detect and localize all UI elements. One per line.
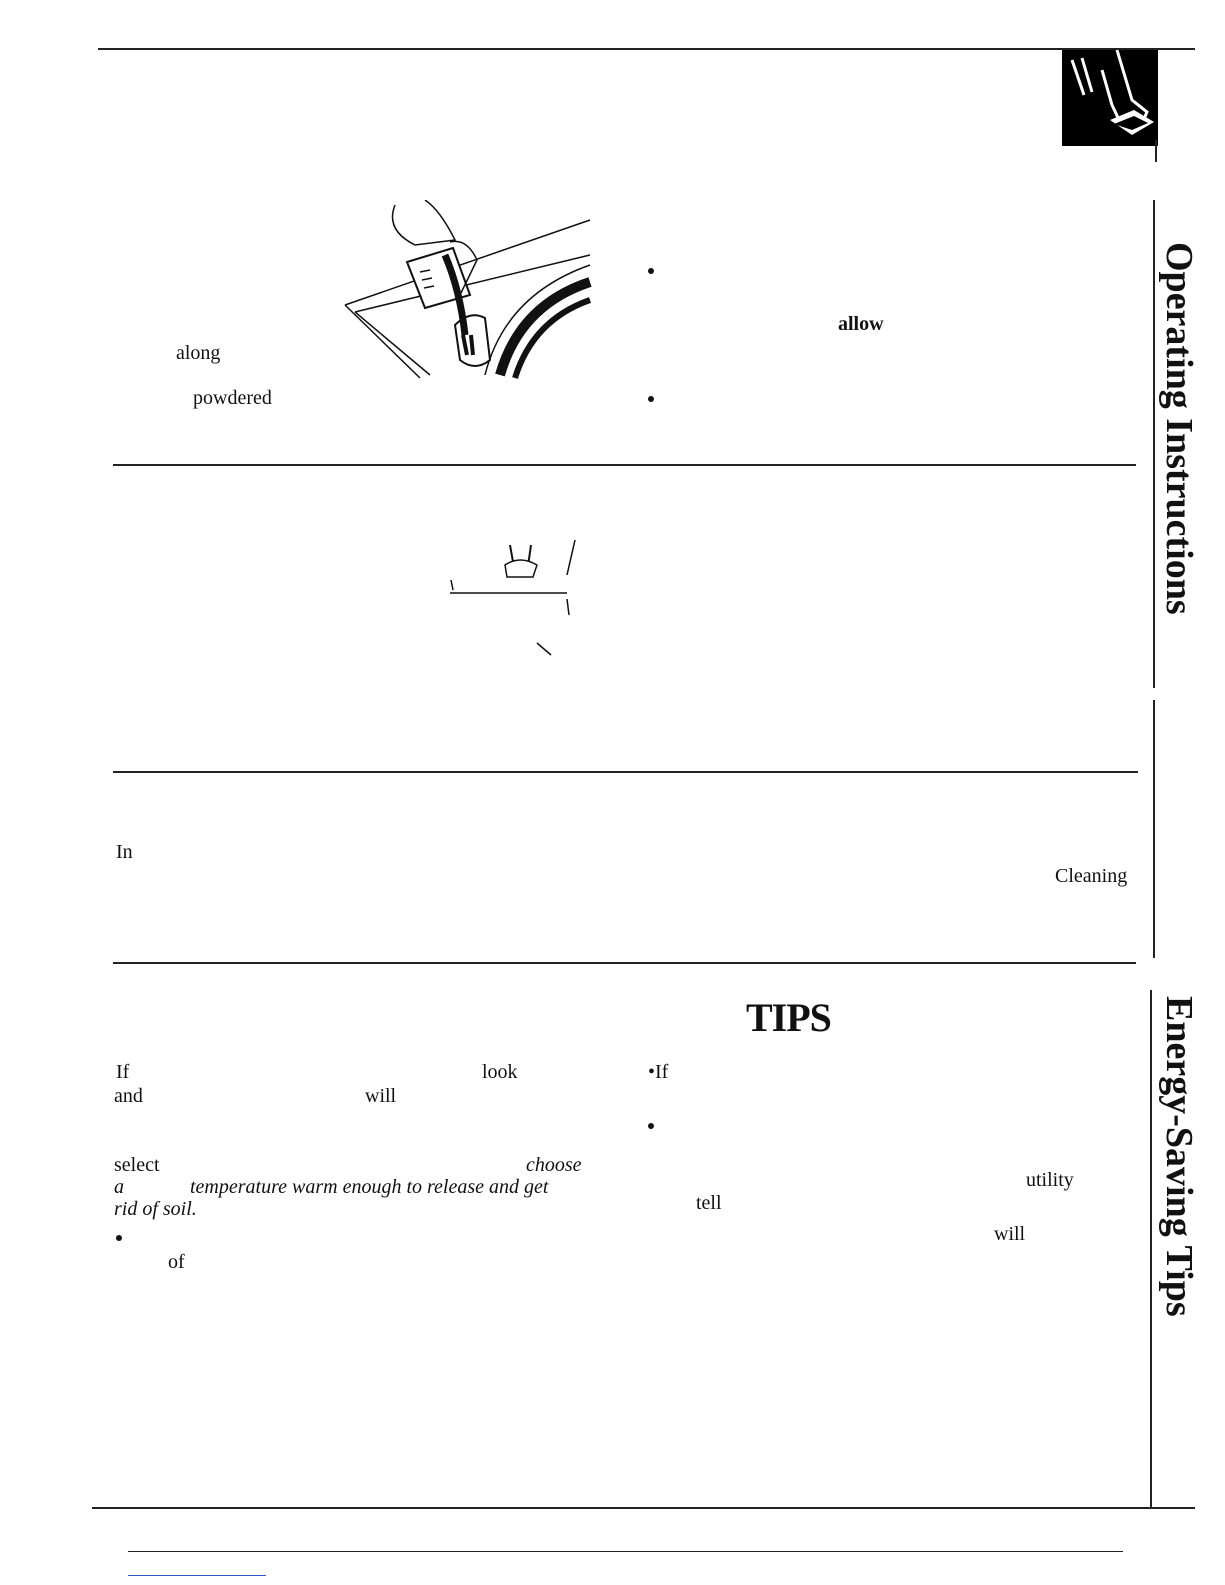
hand-pressing-button-icon bbox=[1062, 50, 1158, 146]
pouring-detergent-illustration bbox=[335, 200, 595, 385]
divider-1 bbox=[113, 464, 1136, 466]
corner-tick bbox=[1155, 140, 1157, 162]
tips-right-tell: tell bbox=[696, 1192, 722, 1214]
tips-left-will: will bbox=[365, 1085, 397, 1107]
footer-rule bbox=[128, 1551, 1123, 1552]
tips-right-will: will bbox=[994, 1223, 1026, 1245]
section3-word-in: In bbox=[116, 841, 133, 863]
tips-left-select: select bbox=[114, 1154, 160, 1176]
section1-bullet-1 bbox=[648, 268, 654, 274]
tips-right-utility: utility bbox=[1026, 1169, 1074, 1191]
tips-left-look: look bbox=[482, 1061, 518, 1083]
section1-bullet-2 bbox=[648, 396, 654, 402]
tips-heading: TIPS bbox=[746, 995, 831, 1040]
tips-right-bullet bbox=[648, 1123, 654, 1129]
top-rule bbox=[98, 48, 1195, 50]
tips-left-rid-of-soil: rid of soil. bbox=[114, 1198, 197, 1220]
side-rule-3 bbox=[1150, 990, 1152, 1508]
section1-word-allow: allow bbox=[838, 313, 884, 335]
tips-left-temperature-line: temperature warm enough to release and get bbox=[190, 1176, 549, 1198]
dispenser-illustration bbox=[445, 535, 580, 660]
section3-word-cleaning: Cleaning bbox=[1055, 865, 1128, 887]
side-rule-1 bbox=[1153, 200, 1155, 688]
tips-left-of: of bbox=[168, 1251, 185, 1273]
tips-left-and: and bbox=[114, 1085, 143, 1107]
footer-link-underline[interactable] bbox=[128, 1575, 266, 1576]
section1-word-along: along bbox=[176, 342, 221, 364]
bottom-rule bbox=[92, 1507, 1195, 1509]
tips-left-if: If bbox=[116, 1061, 130, 1083]
tips-left-choose: choose bbox=[526, 1154, 582, 1176]
side-tab-energy-saving-tips: Energy-Saving Tips bbox=[1158, 996, 1200, 1317]
tips-left-a: a bbox=[114, 1176, 124, 1198]
tips-right-if: •If bbox=[648, 1061, 669, 1083]
divider-3 bbox=[113, 962, 1136, 964]
side-rule-2 bbox=[1153, 700, 1155, 958]
tips-left-bullet bbox=[116, 1235, 122, 1241]
section1-word-powdered: powdered bbox=[193, 387, 272, 409]
side-tab-operating-instructions: Operating Instructions bbox=[1158, 242, 1200, 615]
divider-2 bbox=[113, 771, 1138, 773]
